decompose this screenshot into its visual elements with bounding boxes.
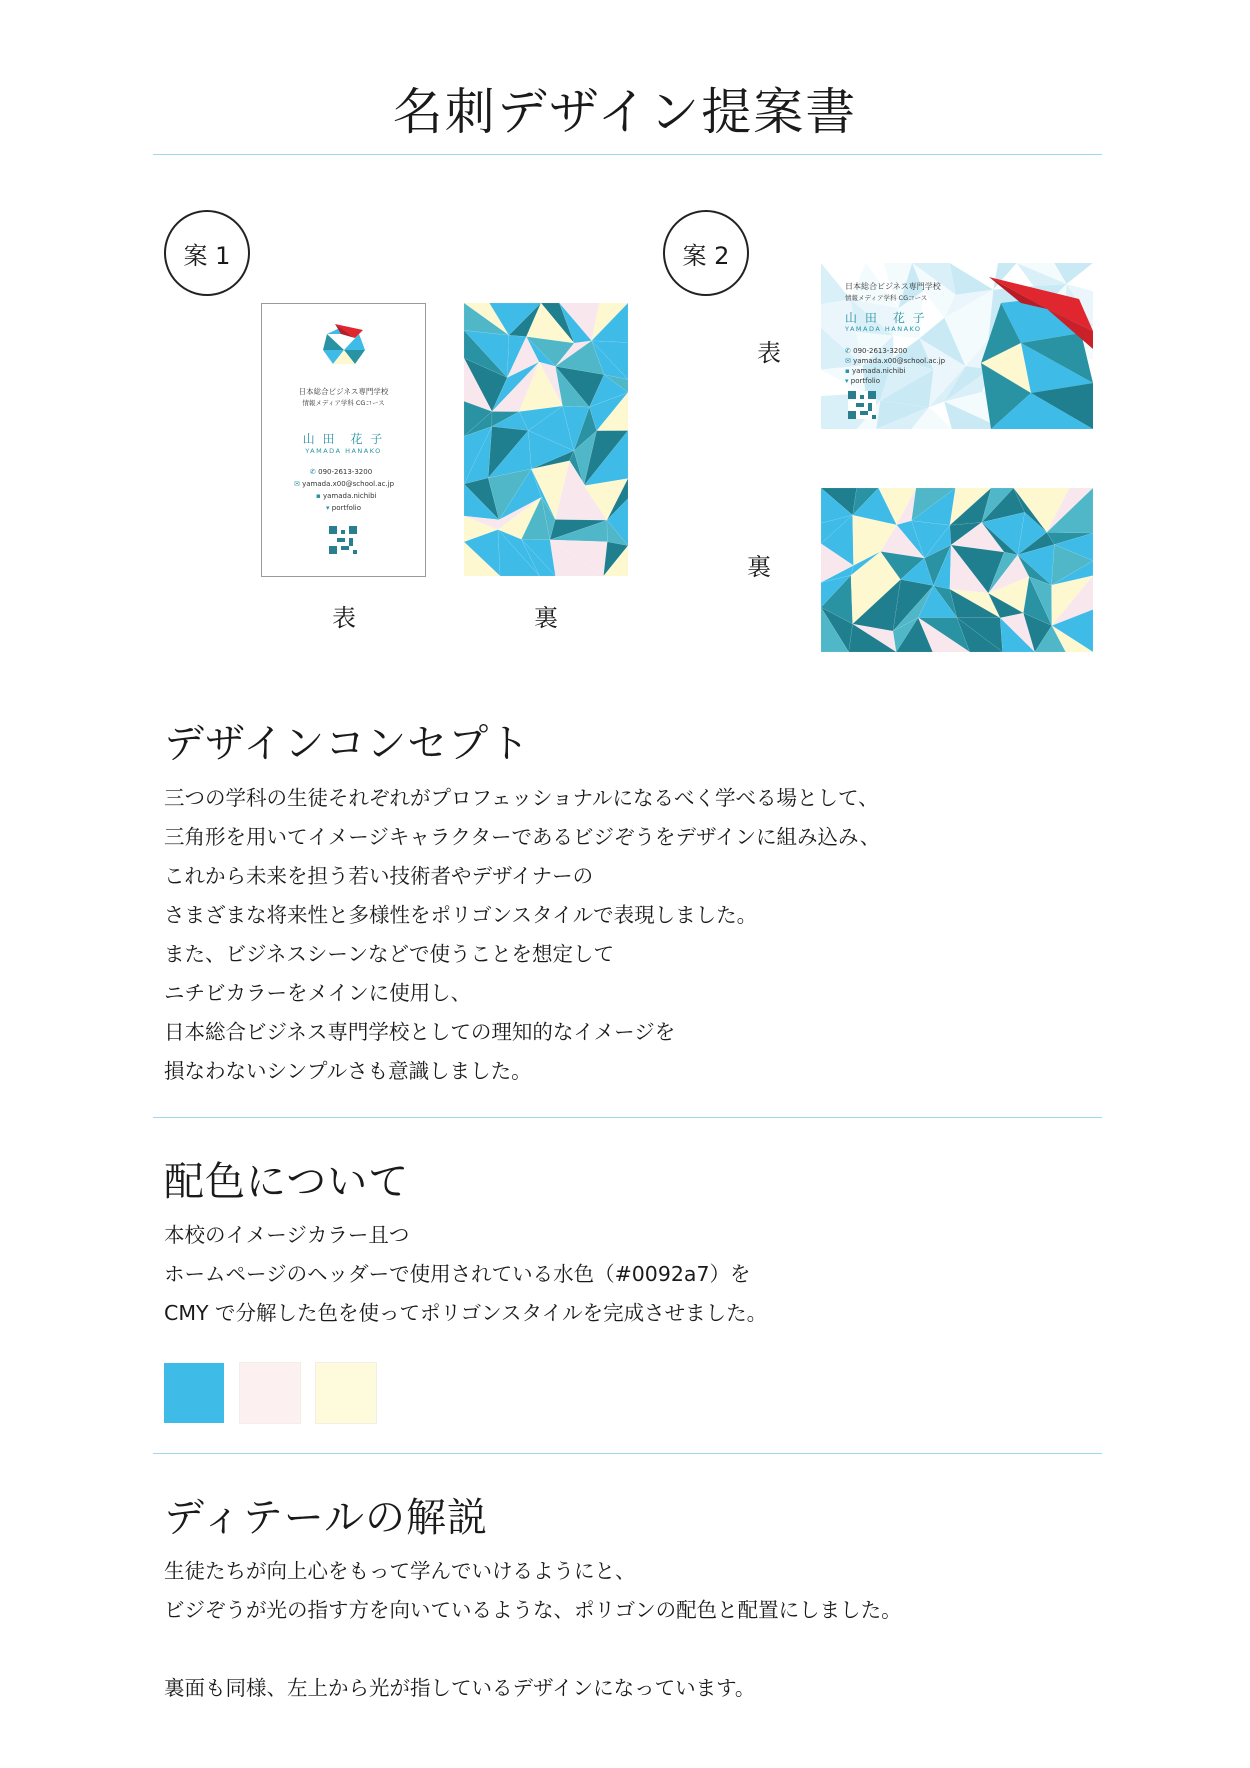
twitter-icon: ▪ bbox=[845, 367, 850, 375]
proposal-2-front-card bbox=[821, 263, 1093, 429]
concept-line: また、ビジネスシーンなどで使うことを想定して bbox=[164, 942, 614, 966]
card2-portfolio-line bbox=[845, 377, 880, 385]
card2-department: 情報メディア学科 CGコース bbox=[845, 294, 928, 302]
concept-line: 三角形を用いてイメージキャラクターであるビジぞうをデザインに組み込み、 bbox=[164, 825, 881, 849]
colors-heading: 配色について bbox=[164, 1159, 410, 1205]
proposal-1-back-label: 裏 bbox=[534, 604, 558, 632]
card-department: 情報メディア学科 CGコース bbox=[302, 399, 385, 407]
card2-twitter-line bbox=[845, 367, 905, 375]
twitter-icon: ▪ bbox=[316, 492, 321, 500]
bizizo-logo-icon bbox=[319, 320, 369, 368]
card2-phone: 090-2613-3200 bbox=[853, 347, 908, 355]
proposal-1-badge: 案 1 bbox=[164, 210, 250, 296]
card2-email-line bbox=[845, 357, 945, 365]
proposal-1-front-card bbox=[261, 303, 426, 577]
card2-portfolio: portfolio bbox=[850, 377, 881, 385]
card-phone: 090-2613-3200 bbox=[318, 468, 373, 476]
proposal-2-front-label: 表 bbox=[757, 339, 781, 367]
details-line: ビジぞうが光の指す方を向いているような、ポリゴンの配色と配置にしました。 bbox=[164, 1598, 902, 1622]
card-school: 日本総合ビジネス専門学校 bbox=[298, 387, 389, 396]
phone-icon: ✆ bbox=[310, 468, 316, 476]
proposal-2-back-card bbox=[821, 488, 1093, 652]
card-name-roman: YAMADA HANAKO bbox=[305, 447, 382, 455]
mail-icon: ✉ bbox=[845, 357, 851, 365]
colors-line: ホームページのヘッダーで使用されている水色（#0092a7）を bbox=[164, 1262, 751, 1286]
swatch-pink bbox=[240, 1363, 300, 1423]
card2-name: 山 田 花 子 bbox=[845, 311, 927, 325]
details-line: 裏面も同様、左上から光が指しているデザインになっています。 bbox=[164, 1676, 756, 1700]
card2-name-roman: YAMADA HANAKO bbox=[845, 325, 922, 333]
details-line: 生徒たちが向上心をもって学んでいけるようにと、 bbox=[164, 1559, 636, 1583]
card-portfolio: portfolio bbox=[331, 504, 362, 512]
concept-line: ニチビカラーをメインに使用し、 bbox=[164, 981, 472, 1005]
page-title: 名刺デザイン提案書 bbox=[392, 83, 858, 141]
divider bbox=[153, 1117, 1102, 1118]
card-portfolio-line bbox=[326, 504, 361, 512]
card2-email: yamada.x00@school.ac.jp bbox=[853, 357, 946, 365]
concept-line: 三つの学科の生徒それぞれがプロフェッショナルになるべく学べる場として、 bbox=[164, 786, 879, 810]
qr-code-icon bbox=[329, 526, 357, 554]
swatch-yellow bbox=[316, 1363, 376, 1423]
polygon-pattern bbox=[464, 303, 628, 576]
divider bbox=[153, 1453, 1102, 1454]
colors-text bbox=[164, 1216, 767, 1333]
details-text bbox=[164, 1552, 902, 1708]
card-name: 山 田 花 子 bbox=[302, 432, 385, 446]
proposal-1-front-label: 表 bbox=[332, 604, 356, 632]
card-email-line bbox=[294, 480, 394, 488]
polygon-pattern bbox=[821, 488, 1093, 652]
card-phone-line bbox=[310, 468, 372, 476]
colors-line: 本校のイメージカラー且つ bbox=[164, 1223, 410, 1247]
colors-line: CMY で分解した色を使ってポリゴンスタイルを完成させました。 bbox=[164, 1301, 768, 1325]
portfolio-icon: ▾ bbox=[845, 377, 849, 385]
concept-line: さまざまな将来性と多様性をポリゴンスタイルで表現しました。 bbox=[164, 903, 758, 927]
card-twitter-line bbox=[316, 492, 376, 500]
phone-icon: ✆ bbox=[845, 347, 851, 355]
portfolio-icon: ▾ bbox=[326, 504, 330, 512]
qr-code-icon bbox=[848, 391, 876, 419]
bizizo-character-icon bbox=[961, 263, 1093, 429]
concept-heading: デザインコンセプト bbox=[164, 721, 531, 767]
concept-line: 日本総合ビジネス専門学校としての理知的なイメージを bbox=[164, 1020, 676, 1044]
concept-line: これから未来を担う若い技術者やデザイナーの bbox=[164, 864, 594, 888]
card2-twitter: yamada.nichibi bbox=[851, 367, 906, 375]
proposal-2-back-label: 裏 bbox=[747, 553, 771, 581]
swatch-cyan bbox=[164, 1363, 224, 1423]
concept-line: 損なわないシンプルさも意識しました。 bbox=[164, 1059, 532, 1083]
details-heading: ディテールの解説 bbox=[164, 1495, 488, 1541]
proposal-1-back-card bbox=[464, 303, 628, 576]
card2-phone-line bbox=[845, 347, 907, 355]
card-email: yamada.x00@school.ac.jp bbox=[302, 480, 395, 488]
concept-text bbox=[164, 779, 880, 1091]
proposal-2-badge: 案 2 bbox=[663, 210, 749, 296]
mail-icon: ✉ bbox=[294, 480, 300, 488]
card-twitter: yamada.nichibi bbox=[322, 492, 377, 500]
details-line bbox=[164, 1630, 902, 1669]
card2-school: 日本総合ビジネス専門学校 bbox=[845, 282, 941, 291]
divider bbox=[153, 154, 1102, 155]
